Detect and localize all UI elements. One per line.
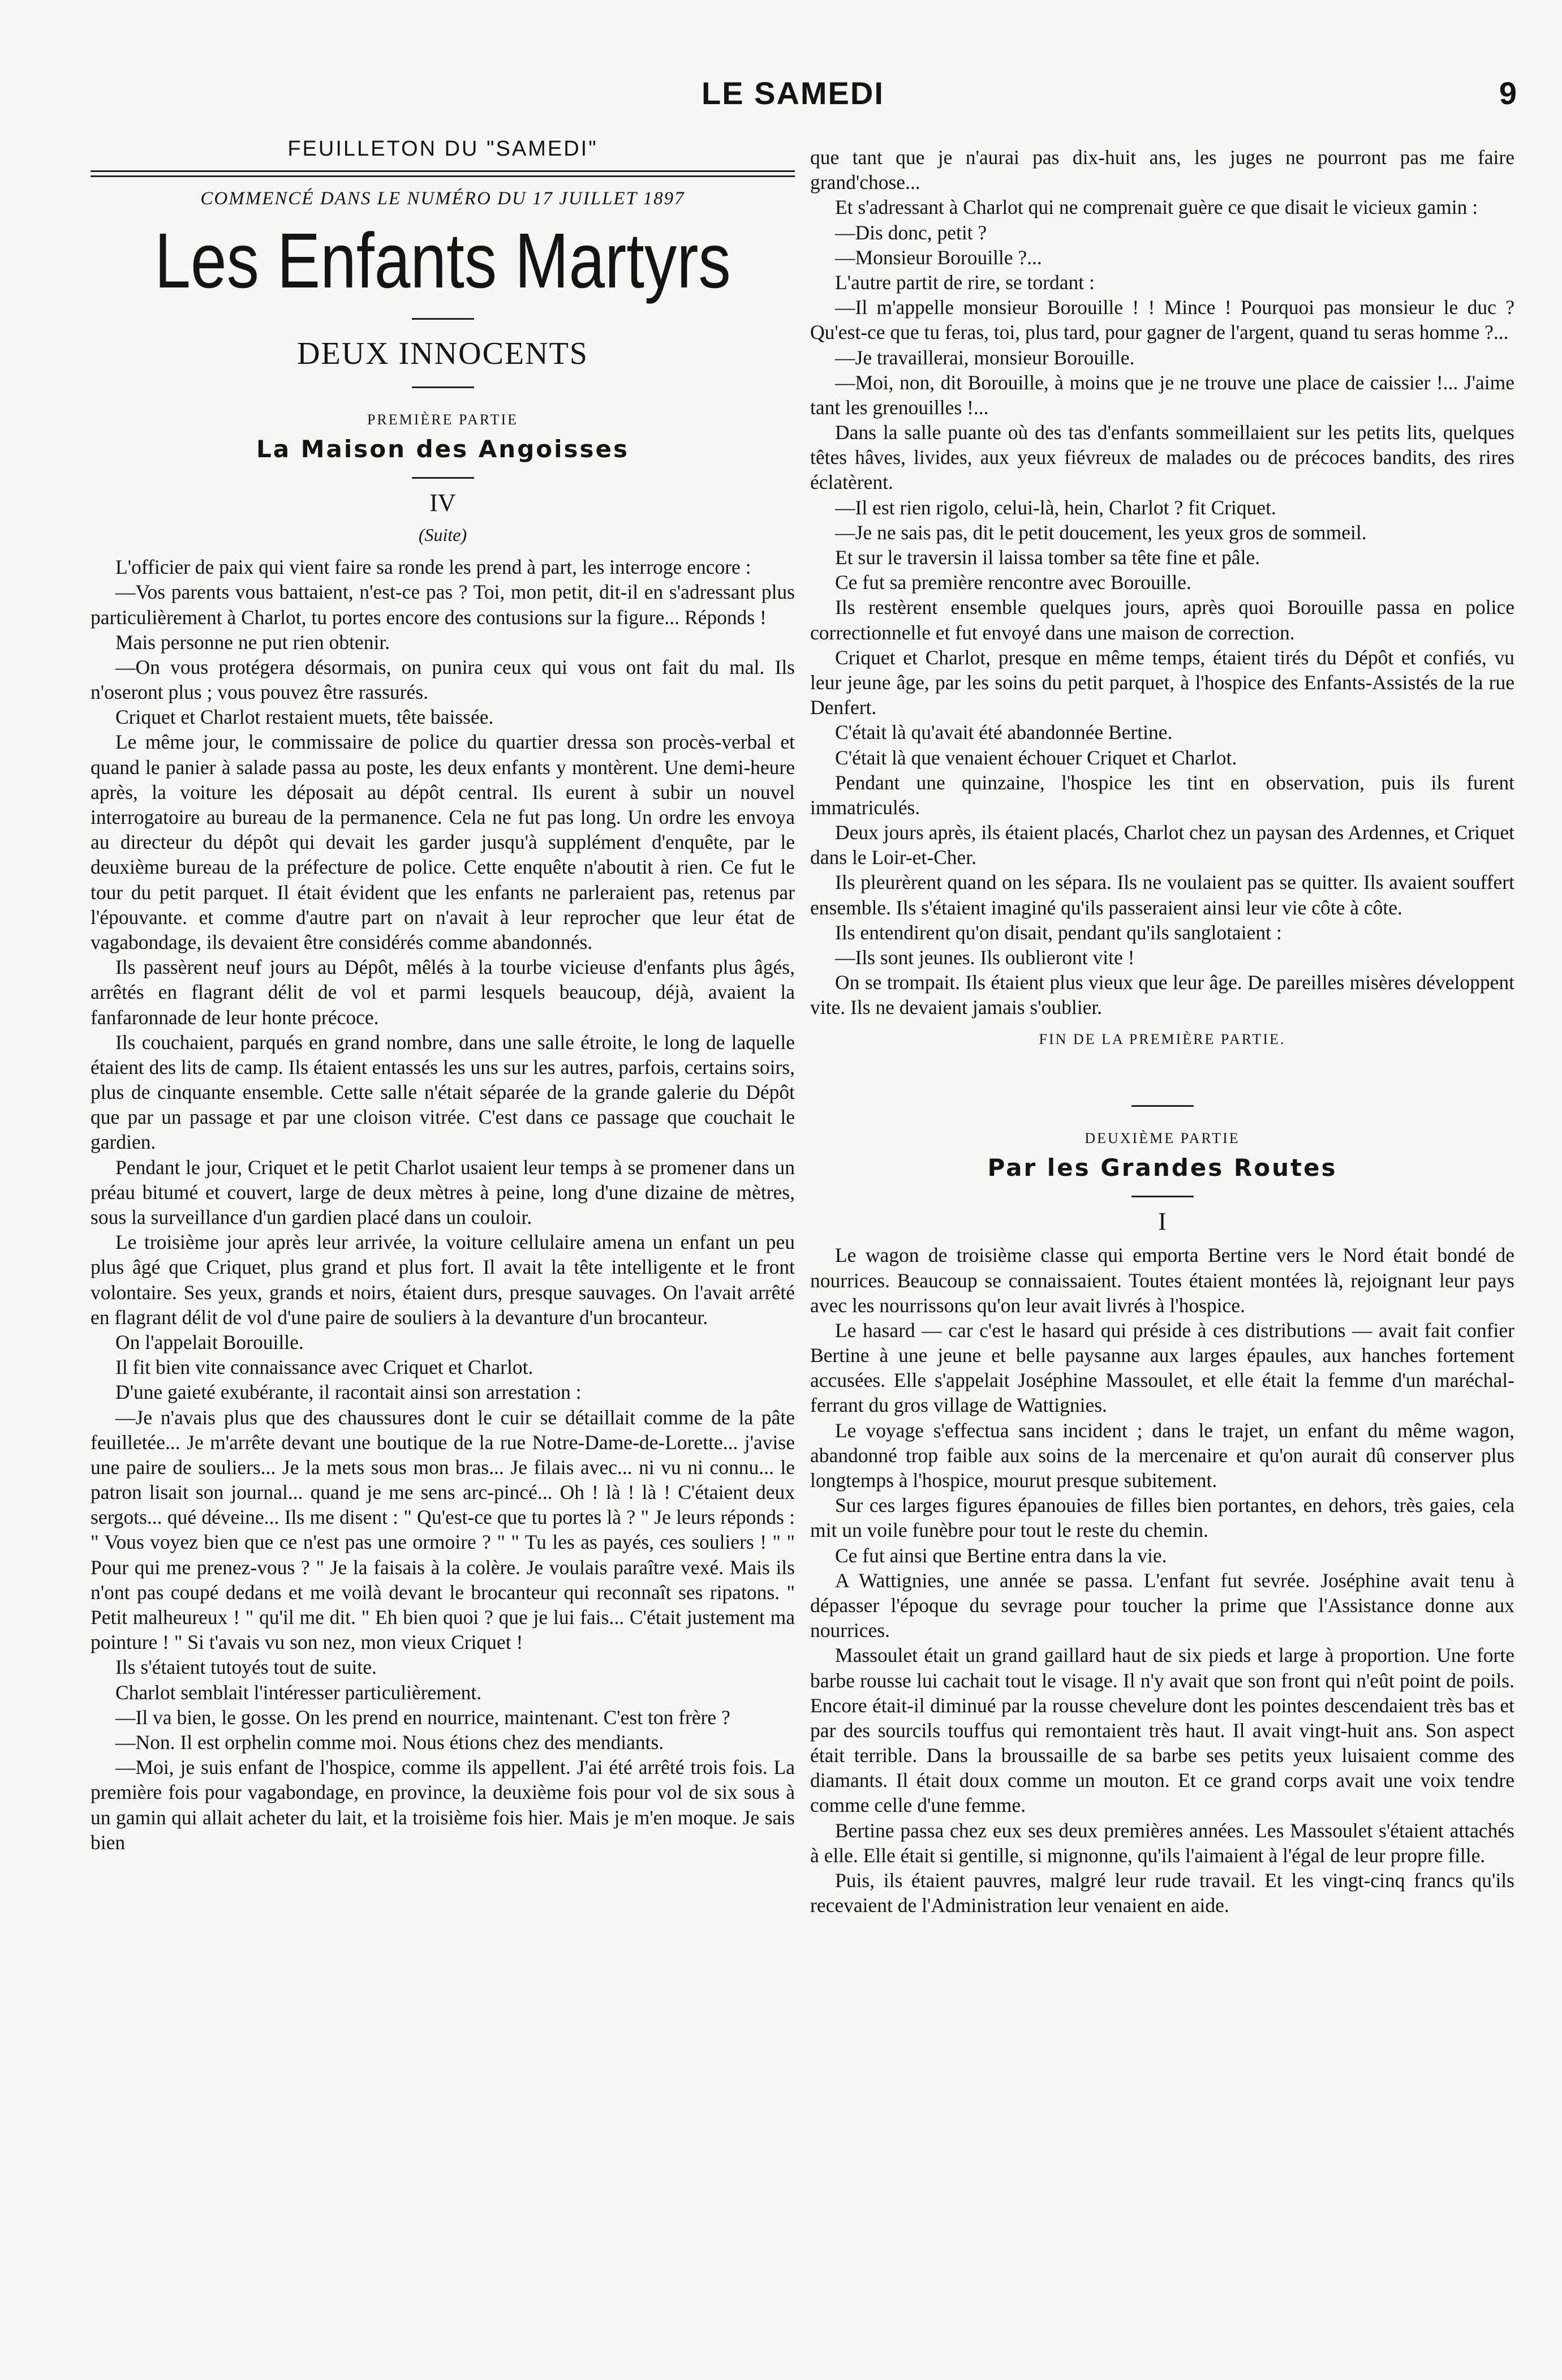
paragraph: On l'appelait Borouille. — [115, 1330, 304, 1354]
paragraph: Ils s'étaient tutoyés tout de suite. — [115, 1656, 377, 1679]
paragraph: Le troisième jour après leur arrivée, la voiture cellulaire amena un enfant un peu plus âgé que Criquet, plus grand et plus fort. Il avait la tête intelligente et le front volontaire. Ses yeux, grands et noirs, étaient durs, presque sauvages. On l'avait arrêté en flagrant délit de vol d'une paire de souliers à la devanture d'un brocanteur. — [91, 1231, 795, 1329]
paragraph: —On vous protégera désormais, on punira ceux qui vous ont fait du mal. Ils n'oseront plus ; vous pouvez être rassurés. — [91, 655, 795, 704]
paragraph: —Ils sont jeunes. Ils oublieront vite ! — [835, 946, 1135, 969]
paragraph: Il fit bien vite connaissance avec Criquet et Charlot. — [115, 1356, 533, 1379]
chapter-number: IV — [429, 488, 456, 517]
paragraph: Criquet et Charlot restaient muets, tête baissée. — [115, 706, 494, 729]
paragraph: —Moi, je suis enfant de l'hospice, comme ils appellent. J'ai été arrêté trois fois. La première fois pour vagabondage, en province, la deuxième fois pour vol de six sous à un gamin qui allait acheter du lait, et la troisième fois hier. Mais je m'en moque. Je sais bien — [91, 1756, 795, 1854]
paragraph: Charlot semblait l'intéresser particulièrement. — [115, 1681, 482, 1704]
subtitle-rule — [412, 386, 474, 388]
paragraph: A Wattignies, une année se passa. L'enfant fut sevrée. Joséphine avait tenu à dépasser l'époque du sevrage pour toucher la prime que l'Assistance donne aux nourrices. — [810, 1569, 1514, 1642]
paragraph: —Il m'appelle monsieur Borouille ! ! Mince ! Pourquoi pas monsieur le duc ? Qu'est-ce que tu feras, toi, plus tard, pour gagner de l'argent, quand tu seras homme ?... — [810, 296, 1514, 344]
end-of-part-note: FIN DE LA PREMIÈRE PARTIE. — [1039, 1030, 1286, 1047]
paragraph: D'une gaieté exubérante, il racontait ainsi son arrestation : — [115, 1381, 582, 1404]
paragraph: —Dis donc, petit ? — [835, 221, 987, 244]
left-body — [91, 555, 795, 1855]
paragraph: Pendant une quinzaine, l'hospice les tint en observation, puis ils furent immatriculés. — [810, 771, 1514, 819]
right-body-part1 — [810, 145, 1514, 1020]
paragraph: —Vos parents vous battaient, n'est-ce pas ? Toi, mon petit, dit-il en s'adressant plus particulièrement à Charlot, tu portes encore des contusions sur la figure... Réponds ! — [91, 581, 795, 629]
paragraph: Puis, ils étaient pauvres, malgré leur rude travail. Et les vingt-cinq francs qu'ils recevaient de l'Administration leur venaient en aide. — [810, 1869, 1514, 1917]
paragraph: Ce fut ainsi que Bertine entra dans la vie. — [835, 1544, 1167, 1567]
paragraph: —Non. Il est orphelin comme moi. Nous étions chez des mendiants. — [115, 1730, 664, 1754]
left-column — [91, 136, 795, 1855]
feuilleton-heading: FEUILLETON DU "SAMEDI" — [287, 137, 598, 161]
section-rule — [412, 477, 474, 479]
suite-label: (Suite) — [418, 525, 467, 545]
paragraph: —Il va bien, le gosse. On les prend en nourrice, maintenant. C'est ton frère ? — [115, 1705, 730, 1729]
paragraph: Ils pleurèrent quand on les sépara. Ils ne voulaient pas se quitter. Ils avaient souffert ensemble. Ils s'étaient imaginé qu'ils passeraient ainsi leur vie côte à côte. — [810, 871, 1514, 919]
paragraph: —Il est rien rigolo, celui-là, hein, Charlot ? fit Criquet. — [835, 496, 1276, 519]
serial-title: Les Enfants Martyrs — [154, 217, 731, 305]
paragraph: Et sur le traversin il laissa tomber sa tête fine et pâle. — [835, 546, 1260, 569]
serial-subtitle: DEUX INNOCENTS — [297, 336, 588, 372]
paragraph: Ils entendirent qu'on disait, pendant qu'ils sanglotaient : — [835, 921, 1282, 944]
part-label: PREMIÈRE PARTIE — [367, 411, 519, 428]
paragraph: —Monsieur Borouille ?... — [835, 246, 1042, 269]
paragraph: Le hasard — car c'est le hasard qui préside à ces distributions — avait fait confier Bertine à une jeune et belle paysanne aux larges épaules, aux hanches fortement accusées. Elle s'appelait Joséphine Massoulet, et elle était la femme d'un maréchal-ferrant du gros village de Wattignies. — [810, 1318, 1514, 1417]
right-column — [810, 145, 1514, 1918]
chapter-number: I — [1158, 1207, 1167, 1235]
paragraph: Ils couchaient, parqués en grand nombre, dans une salle étroite, le long de laquelle étaient des lits de camp. Ils étaient entassés les uns sur les autres, parfois, certains soirs, plus de cinquante ensemble. Cette salle n'était séparée de la grande galerie du Dépôt que par un passage et par une cloison vitrée. C'est dans ce passage que couchait le gardien. — [91, 1030, 795, 1154]
paragraph: Et s'adressant à Charlot qui ne comprenait guère ce que disait le vicieux gamin : — [835, 196, 1478, 219]
paragraph: Le voyage s'effectua sans incident ; dans le trajet, un enfant du même wagon, abandonné trop faible aux soins de la mercenaire et qu'on aurait dû conserver plus longtemps à l'hospice, mourut presque subitement. — [810, 1419, 1514, 1492]
page-number: 9 — [1499, 75, 1517, 111]
paragraph: Dans la salle puante où des tas d'enfants sommeillaient sur les petits lits, quelques têtes hâves, livides, aux yeux fiévreux de malades ou de précoces bandits, des rires éclatèrent. — [810, 421, 1514, 494]
paragraph: C'était là que venaient échouer Criquet et Charlot. — [835, 746, 1237, 769]
paragraph: Pendant le jour, Criquet et le petit Charlot usaient leur temps à se promener dans un préau bitumé et couvert, large de deux mètres à peine, long d'une dizaine de mètres, sous la surveillance d'un gardien placé dans un couloir. — [91, 1155, 795, 1228]
double-rule — [91, 170, 795, 177]
paragraph: Le wagon de troisième classe qui emporta Bertine vers le Nord était bondé de nourrices. Beaucoup se connaissaient. Toutes étaient montées là, rejoignant leur pays avec les nourrissons qu'on leur avait livrés à l'hospice. — [810, 1244, 1514, 1317]
paragraph: L'officier de paix qui vient faire sa ronde les prend à part, les interroge encore : — [115, 556, 751, 579]
paragraph: —Moi, non, dit Borouille, à moins que je ne trouve une place de caissier !... J'aime tant les grenouilles !... — [810, 371, 1514, 419]
paragraph: Massoulet était un grand gaillard haut de six pieds et large à proportion. Une forte barbe rousse lui cachait tout le visage. Il n'y avait que son front qui n'eût point de poils. Encore était-il diminué par la rousse chevelure dont les pointes descendaient très bas et par des sourcils touffus qui remontaient très haut. Il avait vingt-huit ans. Son aspect était terrible. Dans la broussaille de sa barbe ses petits yeux luisaient comme des diamants. Il était doux comme un mouton. Et ce grand corps avait une voix tendre comme celle d'une femme. — [810, 1644, 1514, 1817]
paragraph: —Je ne sais pas, dit le petit doucement, les yeux gros de sommeil. — [835, 521, 1367, 544]
paragraph: Bertine passa chez eux ses deux premières années. Les Massoulet s'étaient attachés à elle. Elle était si gentille, si mignonne, qu'ils l'aimaient à l'égal de leur propre fille. — [810, 1819, 1514, 1867]
section-title: La Maison des Angoisses — [256, 435, 629, 463]
paragraph: Deux jours après, ils étaient placés, Charlot chez un paysan des Ardennes, et Criquet dans le Loir-et-Cher. — [810, 821, 1514, 869]
running-head: LE SAMEDI — [702, 75, 884, 111]
paragraph: Ce fut sa première rencontre avec Borouille. — [835, 571, 1191, 594]
paragraph: —Je travaillerai, monsieur Borouille. — [835, 346, 1135, 369]
paragraph: —Je n'avais plus que des chaussures dont le cuir se détaillait comme de la pâte feuilletée... Je m'arrête devant une boutique de la rue Notre-Dame-de-Lorette... j'avise une paire de souliers... Je la mets sous mon bras... Je filais avec... ni vu ni connu... le patron lisait son journal... quand je me sens arc-pincé... Oh ! là ! là ! C'étaient deux sergots... qué déveine... Ils me disent : " Qu'est-ce que tu portes là ? " Je leurs réponds : " Vous voyez bien que ce n'est pas une ormoire ? " " Tu les as payés, ces souliers ! " " Pour qui me prenez-vous ? " Je la faisais à la colère. Je voulais paraître vexé. Mais ils n'ont pas coupé dedans et me voilà devant le brocanteur qui reconnaît ses ripatons. " Petit malheureux ! " qu'il me dit. " Eh bien quoi ? que je lui fais... C'était justement ma pointure ! " Si t'avais vu son nez, mon vieux Criquet ! — [91, 1406, 795, 1654]
part-label: DEUXIÈME PARTIE — [1085, 1129, 1240, 1146]
part-rule — [1131, 1105, 1194, 1107]
paragraph: C'était là qu'avait été abandonnée Bertine. — [835, 721, 1173, 744]
right-body-part2 — [810, 1243, 1514, 1918]
serial-note: COMMENCÉ DANS LE NUMÉRO DU 17 JUILLET 1897 — [200, 188, 685, 209]
paragraph: On se trompait. Ils étaient plus vieux que leur âge. De pareilles misères développent vite. Ils ne devaient jamais s'oublier. — [810, 971, 1514, 1019]
title-rule — [412, 318, 474, 320]
section-rule — [1131, 1196, 1194, 1197]
paragraph: que tant que je n'aurai pas dix-huit ans, les juges ne pourront pas me faire grand'chose... — [810, 146, 1514, 194]
paragraph: Sur ces larges figures épanouies de filles bien portantes, en dehors, très gaies, cela mit un voile funèbre pour tout le reste du chemin. — [810, 1494, 1514, 1542]
paragraph: Mais personne ne put rien obtenir. — [115, 630, 390, 654]
paragraph: Criquet et Charlot, presque en même temps, étaient tirés du Dépôt et confiés, vu leur jeune âge, par les soins du petit parquet, à l'hospice des Enfants-Assistés de la rue Denfert. — [810, 646, 1514, 719]
paragraph: L'autre partit de rire, se tordant : — [835, 270, 1095, 294]
paragraph: Ils passèrent neuf jours au Dépôt, mêlés à la tourbe vicieuse d'enfants plus âgés, arrêtés en flagrant délit de vol et parmi lesquels beaucoup, déjà, avaient la fanfaronnade de leur honte précoce. — [91, 956, 795, 1029]
paragraph: Ils restèrent ensemble quelques jours, après quoi Borouille passa en police correctionnelle et fut envoyé dans une maison de correction. — [810, 596, 1514, 644]
section-title: Par les Grandes Routes — [987, 1154, 1337, 1182]
paragraph: Le même jour, le commissaire de police du quartier dressa son procès-verbal et quand le panier à salade passa au poste, les deux enfants y montèrent. Une demi-heure après, la voiture les déposait au dépôt central. Ils eurent à subir un nouvel interrogatoire au bureau de la permanence. Cela ne fut pas long. Un ordre les envoya au directeur du dépôt qui devait les garder jusqu'à supplément d'enquête, par le deuxième bureau de la préfecture de police. Cette enquête n'aboutit à rien. Ce fut le tour du petit parquet. Il était évident que les enfants ne parleraient pas, retenus par l'épouvante. et comme d'autre part on n'avait à leur reprocher que leur état de vagabondage, ils devaient être considérés comme abandonnés. — [91, 731, 795, 953]
